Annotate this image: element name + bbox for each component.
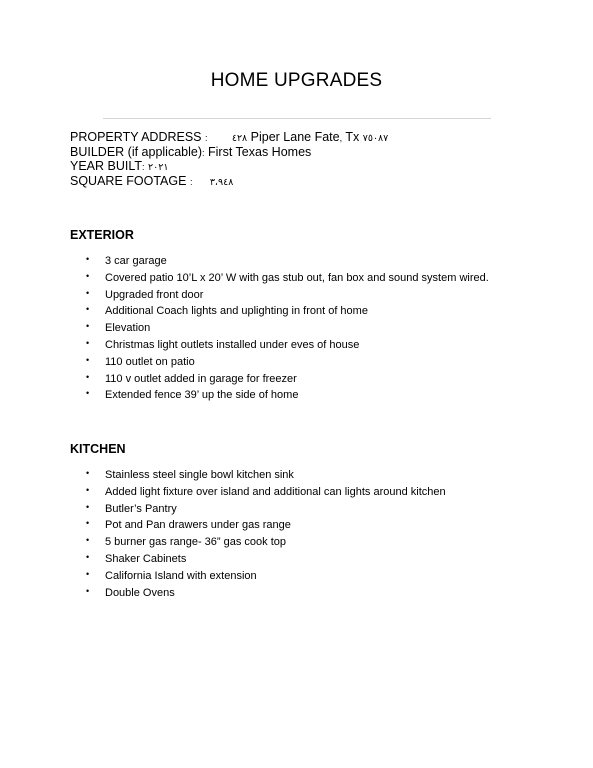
list-item-text: Shaker Cabinets <box>105 552 187 565</box>
list-item <box>83 270 489 287</box>
property-address-comma: , <box>339 133 343 143</box>
list-item-text: Extended fence 39’ up the side of home <box>105 389 299 402</box>
list-item <box>83 551 446 568</box>
builder-value: First Texas Homes <box>208 144 312 159</box>
bullet-icon: • <box>86 518 90 529</box>
bullet-icon: • <box>86 371 90 382</box>
list-item-text: California Island with extension <box>105 569 257 582</box>
builder-separator: : <box>202 147 205 158</box>
bullet-icon: • <box>86 254 90 264</box>
list-item-text: Additional Coach lights and uplighting in front of home <box>105 305 368 318</box>
bullet-icon: • <box>86 304 90 315</box>
square-footage-value: ٣،٩٤٨ <box>209 176 234 188</box>
list-item <box>83 585 446 602</box>
year-built-label: YEAR BUILT <box>70 159 143 173</box>
list-item-text: Butler’s Pantry <box>105 502 177 515</box>
property-address-zip: ٧٥٠٨٧ <box>362 133 389 144</box>
list-item-text: Added light fixture over island and additional can lights around kitchen <box>105 485 446 498</box>
bullet-icon: • <box>86 535 90 546</box>
property-address-state: Tx <box>345 130 360 144</box>
bullet-icon: • <box>86 501 90 512</box>
kitchen-heading: KITCHEN <box>70 442 126 456</box>
exterior-list <box>83 253 489 404</box>
bullet-icon: • <box>86 321 90 332</box>
bullet-icon: • <box>86 585 90 596</box>
square-footage-label: SQUARE FOOTAGE <box>70 173 187 188</box>
property-address-street: Piper Lane Fate <box>250 130 340 144</box>
property-address-number: ٤٢٨ <box>231 133 248 144</box>
year-built-separator: : <box>142 162 145 172</box>
bullet-icon: • <box>86 388 90 399</box>
list-item <box>83 253 489 270</box>
list-item <box>83 320 489 337</box>
list-item <box>83 303 489 320</box>
list-item-text: Christmas light outlets installed under eves of house <box>105 338 360 351</box>
property-address-label: PROPERTY ADDRESS <box>70 130 202 144</box>
list-item <box>83 568 446 585</box>
list-item <box>83 467 446 484</box>
list-item <box>83 287 489 304</box>
title-divider <box>103 118 491 119</box>
square-footage-row <box>70 175 388 190</box>
property-address-row <box>70 131 388 146</box>
list-item <box>83 501 446 518</box>
list-item-text: Elevation <box>105 322 151 335</box>
bullet-icon: • <box>86 568 90 579</box>
bullet-icon: • <box>86 484 90 495</box>
list-item <box>83 387 489 404</box>
list-item-text: 110 v outlet added in garage for freezer <box>105 372 297 385</box>
property-details <box>70 131 388 189</box>
list-item-text: Stainless steel single bowl kitchen sink <box>105 469 294 481</box>
list-item-text: Pot and Pan drawers under gas range <box>105 519 291 532</box>
page-title: HOME UPGRADES <box>210 70 383 91</box>
bullet-icon: • <box>86 270 90 281</box>
bullet-icon: • <box>86 354 90 365</box>
list-item <box>83 484 446 501</box>
list-item <box>83 354 489 371</box>
year-built-row <box>70 160 388 175</box>
list-item <box>83 337 489 354</box>
list-item-text: Double Ovens <box>105 586 175 599</box>
list-item <box>83 517 446 534</box>
bullet-icon: • <box>86 468 90 478</box>
list-item-text: 5 burner gas range- 36” gas cook top <box>105 536 287 549</box>
bullet-icon: • <box>86 287 90 298</box>
list-item-text: 3 car garage <box>105 255 167 267</box>
year-built-value: ٢٠٢١ <box>148 162 169 173</box>
property-address-separator: : <box>205 133 208 143</box>
bullet-icon: • <box>86 337 90 348</box>
square-footage-separator: : <box>189 176 193 187</box>
bullet-icon: • <box>86 551 90 562</box>
kitchen-list <box>83 467 446 601</box>
builder-label: BUILDER (if applicable) <box>70 144 202 159</box>
list-item-text: Covered patio 10’L x 20’ W with gas stub out, fan box and sound system wired. <box>105 271 489 284</box>
list-item-text: Upgraded front door <box>105 288 204 301</box>
list-item <box>83 534 446 551</box>
builder-row <box>70 146 388 161</box>
list-item-text: 110 outlet on patio <box>105 355 195 368</box>
list-item <box>83 371 489 388</box>
exterior-heading: EXTERIOR <box>70 228 134 242</box>
